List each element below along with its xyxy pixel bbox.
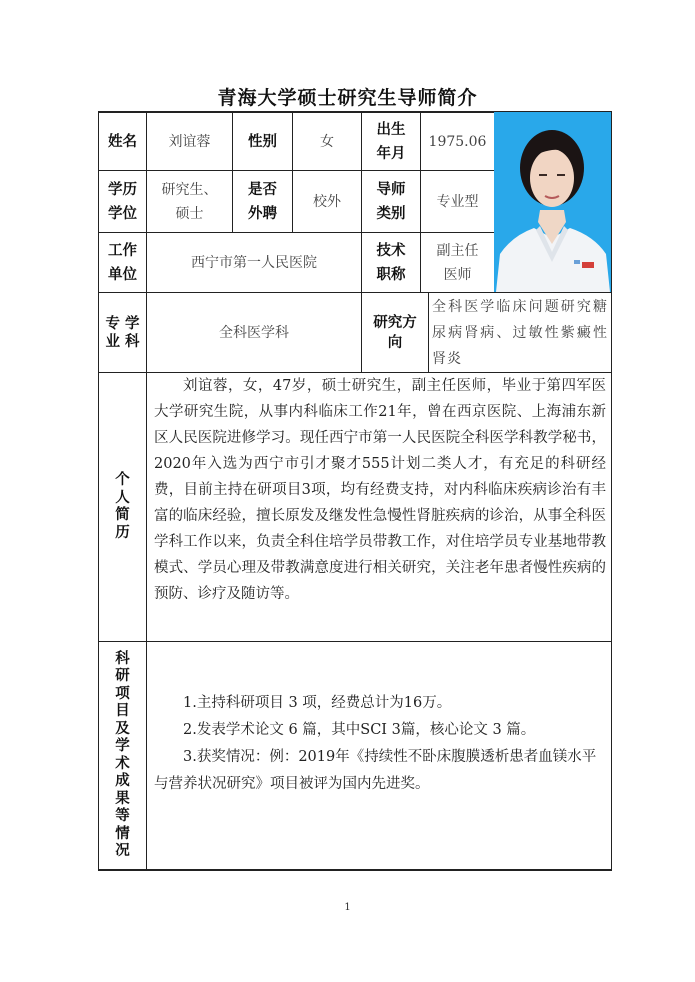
achievements-label-char: 术 — [115, 755, 130, 772]
supervisor-type-label: 导师 类别 — [376, 181, 406, 222]
major-value: 全科医学科 — [219, 324, 289, 341]
achievements-label — [99, 642, 146, 869]
page-number: 1 — [344, 902, 351, 913]
biography-text: 刘谊蓉，女，47岁，硕士研究生，副主任医师，毕业于第四军医大学研究生院，从事内科临床工作21年，曾在西京医院、上海浦东新区人民医院进修学习。现任西宁市第一人民医院全科医学科教学秘书，2020年入选为西宁市引才聚才555计划二类人才，有充足的科研经费，目前主持在研项目3项，均有经费支持，对内科临床疾病诊治有丰富的临床经验，擅长原发及继发性急慢性肾脏疾病的诊治，从事全科医学科工作以来，负责全科住培学员带教工作，对住培学员专业基地带教模式、学员心理及带教满意度进行相关研究，关注老年患者慢性疾病的预防、诊疗及随访等。 — [154, 378, 606, 602]
achievement-item-1: 1.主持科研项目 3 项，经费总计为16万。 — [183, 695, 452, 711]
professional-title-label: 技术 职称 — [376, 242, 406, 283]
bio-label-char: 简 — [115, 507, 130, 523]
supervisor-type-value: 专业型 — [436, 193, 479, 210]
achievements-label-char: 研 — [115, 668, 130, 684]
major-label: 专 学 业 科 — [105, 315, 140, 350]
achievement-item-2: 2.发表学术论文 6 篇，其中SCI 3篇，核心论文 3 篇。 — [183, 722, 536, 738]
bio-label-char: 历 — [115, 524, 130, 541]
gender-label: 性别 — [248, 133, 277, 150]
achievements-label-char: 目 — [115, 703, 130, 719]
biography-label — [99, 373, 146, 641]
achievements-label-char: 科 — [115, 650, 130, 667]
achievements-label-char: 学 — [115, 738, 130, 754]
birth-value: 1975.06 — [428, 133, 487, 150]
external-value: 校外 — [313, 193, 341, 210]
portrait-photo — [494, 112, 611, 292]
achievements-label-char: 项 — [115, 685, 130, 702]
external-label: 是否 外聘 — [248, 181, 277, 222]
research-direction-label: 研究方 向 — [373, 314, 417, 351]
workplace-value: 西宁市第一人民医院 — [191, 254, 317, 271]
gender-value: 女 — [320, 133, 334, 150]
professional-title-value: 副主任 医师 — [436, 242, 479, 283]
achievements-label-char: 等 — [115, 808, 130, 824]
education-label: 学历 学位 — [108, 181, 137, 222]
achievement-item-3: 3.获奖情况：例：2019年《持续性不卧床腹膜透析患者血镁水平与营养状况研究》项目被评为国内先进奖。 — [154, 749, 597, 792]
achievements-label-char: 及 — [115, 720, 130, 737]
bio-label-char: 个 — [115, 472, 130, 488]
name-value: 刘谊蓉 — [168, 133, 211, 150]
education-value: 研究生、 硕士 — [161, 181, 218, 222]
bio-label-char: 人 — [115, 489, 130, 506]
achievements-label-char: 果 — [115, 790, 130, 807]
achievements-list — [154, 690, 606, 798]
achievements-label-char: 情 — [115, 825, 130, 842]
achievements-label-char: 成 — [115, 773, 130, 789]
research-direction-value: 全科医学临床问题研究糖尿病肾病、过敏性紫癜性肾炎 — [432, 299, 608, 367]
achievements-label-char: 况 — [115, 843, 130, 859]
page-title: 青海大学硕士研究生导师简介 — [217, 87, 478, 109]
name-label: 姓名 — [108, 133, 137, 150]
birth-label: 出生 年月 — [376, 121, 406, 162]
workplace-label: 工作 单位 — [108, 242, 137, 283]
